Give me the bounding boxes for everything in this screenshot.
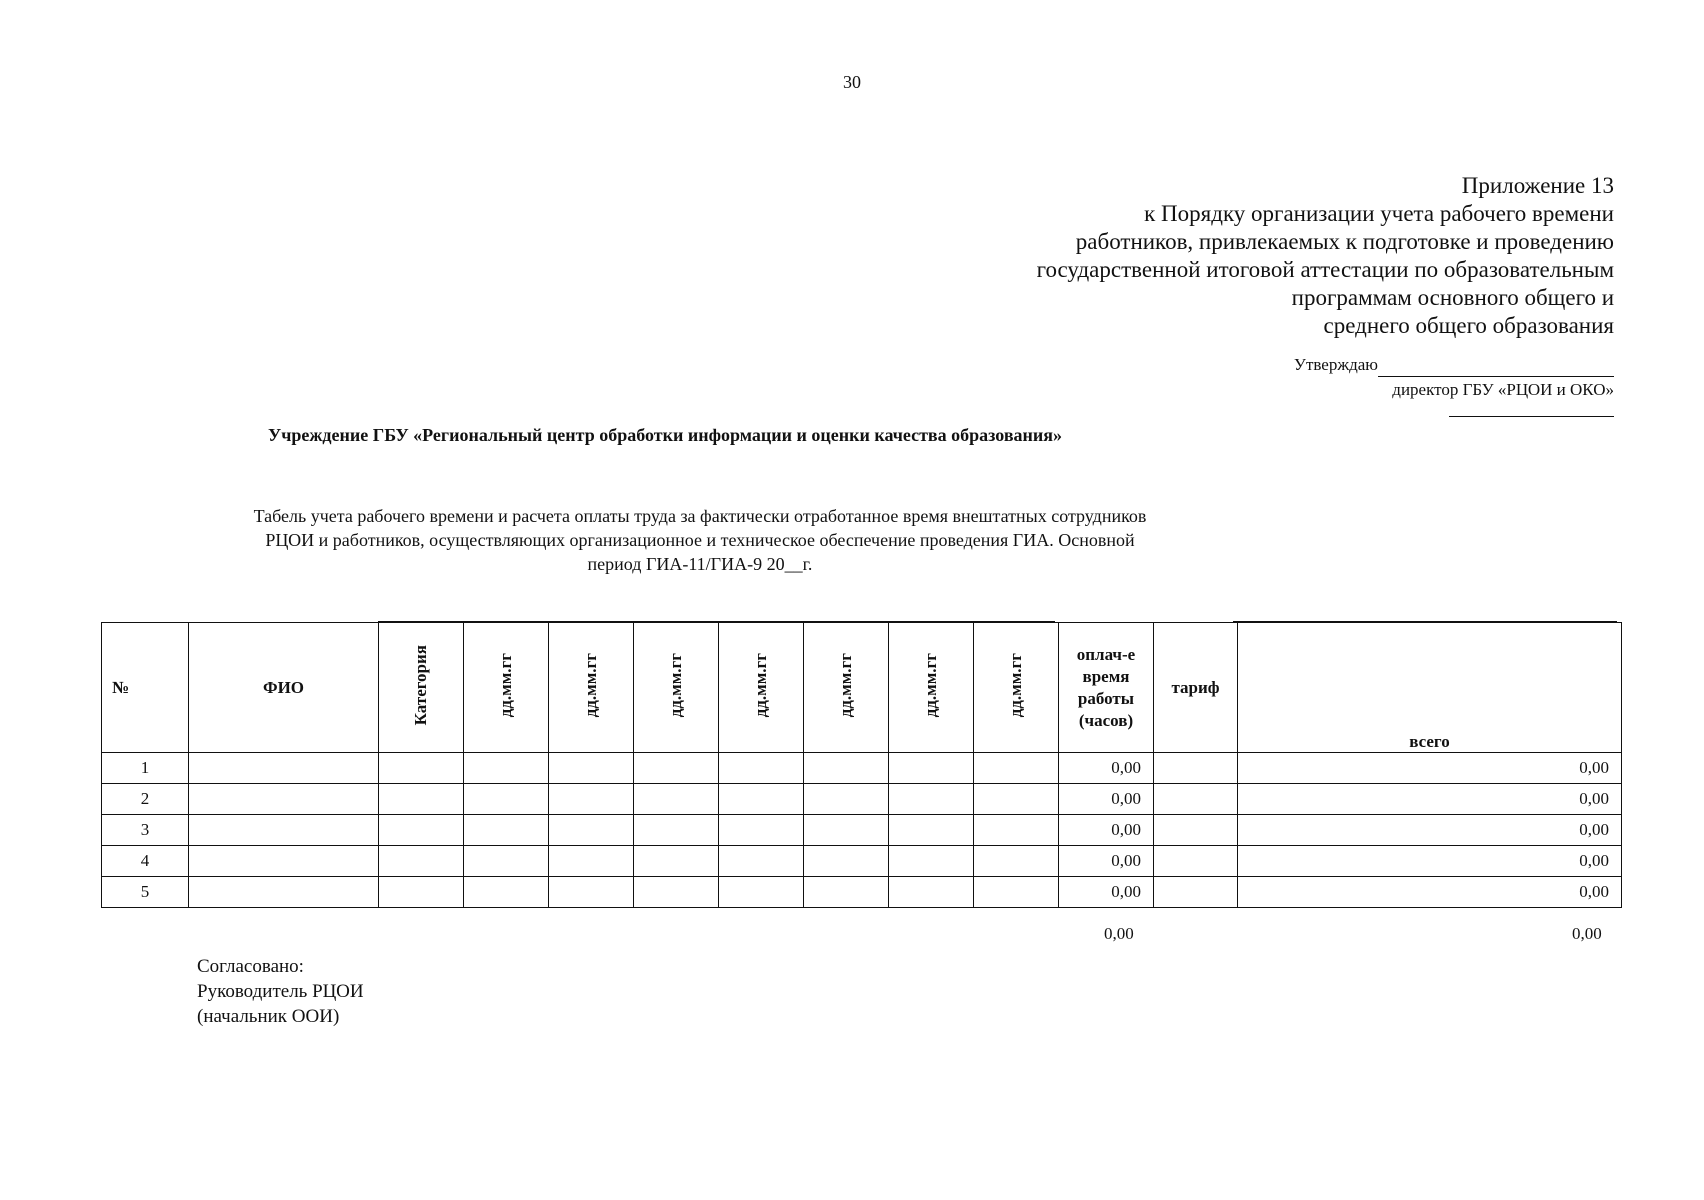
date-cell[interactable] [889, 784, 974, 815]
row-number: 5 [102, 877, 189, 908]
document-title [150, 504, 1250, 576]
header-paid-hours [1059, 623, 1154, 753]
fio-cell[interactable] [189, 753, 379, 784]
date-label: дд.мм.гг [751, 652, 770, 718]
date-cell[interactable] [549, 877, 634, 908]
table-row [102, 784, 1622, 815]
date-cell[interactable] [974, 753, 1059, 784]
date-cell[interactable] [549, 784, 634, 815]
table-header-row [102, 623, 1622, 753]
grand-total: 0,00 [1572, 924, 1602, 943]
total-cell: 0,00 [1238, 815, 1622, 846]
date-label: дд.мм.гг [666, 652, 685, 718]
date-cell[interactable] [634, 877, 719, 908]
appendix-line: работников, привлекаемых к подготовке и проведению [1075, 229, 1614, 254]
appendix-line: Приложение 13 [1461, 173, 1614, 198]
header-category [379, 623, 464, 753]
date-label: дд.мм.гг [496, 652, 515, 718]
title-line: период ГИА-11/ГИА-9 20__г. [587, 554, 813, 574]
date-cell[interactable] [719, 784, 804, 815]
table-row [102, 815, 1622, 846]
header-date [889, 623, 974, 753]
date-cell[interactable] [634, 846, 719, 877]
category-label: Категория [411, 644, 430, 726]
category-cell[interactable] [379, 846, 464, 877]
date-cell[interactable] [549, 753, 634, 784]
total-cell: 0,00 [1238, 846, 1622, 877]
date-cell[interactable] [464, 784, 549, 815]
date-cell[interactable] [974, 815, 1059, 846]
date-cell[interactable] [974, 877, 1059, 908]
category-cell[interactable] [379, 815, 464, 846]
row-number: 4 [102, 846, 189, 877]
date-cell[interactable] [464, 877, 549, 908]
header-date [974, 623, 1059, 753]
approval-block [1294, 352, 1614, 402]
appendix-header [814, 172, 1614, 340]
header-date [549, 623, 634, 753]
date-cell[interactable] [804, 815, 889, 846]
appendix-line: к Порядку организации учета рабочего времени [1144, 201, 1614, 226]
total-cell: 0,00 [1238, 753, 1622, 784]
date-cell[interactable] [804, 753, 889, 784]
date-label: дд.мм.гг [836, 652, 855, 718]
date-cell[interactable] [719, 815, 804, 846]
paid-label-line: оплач-е [1076, 644, 1136, 664]
paid-hours-cell: 0,00 [1059, 784, 1154, 815]
total-cell: 0,00 [1238, 877, 1622, 908]
table-row [102, 846, 1622, 877]
agreed-block [197, 954, 364, 1029]
date-cell[interactable] [889, 815, 974, 846]
date-cell[interactable] [634, 784, 719, 815]
date-cell[interactable] [719, 846, 804, 877]
paid-hours-cell: 0,00 [1059, 877, 1154, 908]
paid-label-line: (часов) [1078, 710, 1134, 730]
agreed-line: Согласовано: [197, 956, 304, 977]
title-line: РЦОИ и работников, осуществляющих организационное и техническое обеспечение проведения ГИА. Основной [265, 530, 1135, 550]
date-cell[interactable] [634, 753, 719, 784]
header-total: всего [1238, 623, 1622, 753]
title-line: Табель учета рабочего времени и расчета оплаты труда за фактически отработанное время внештатных сотрудников [253, 506, 1147, 526]
paid-hours-total: 0,00 [1104, 924, 1134, 943]
timesheet-table [101, 622, 1622, 908]
fio-cell[interactable] [189, 846, 379, 877]
row-number: 1 [102, 753, 189, 784]
date-label: дд.мм.гг [581, 652, 600, 718]
appendix-line: среднего общего образования [1323, 313, 1614, 338]
date-cell[interactable] [974, 846, 1059, 877]
total-cell: 0,00 [1238, 784, 1622, 815]
date-cell[interactable] [549, 846, 634, 877]
date-line [1449, 416, 1614, 417]
paid-hours-cell: 0,00 [1059, 815, 1154, 846]
category-cell[interactable] [379, 877, 464, 908]
tariff-cell[interactable] [1154, 753, 1238, 784]
tariff-cell[interactable] [1154, 815, 1238, 846]
paid-hours-cell: 0,00 [1059, 753, 1154, 784]
paid-label-line: работы [1077, 688, 1135, 708]
appendix-line: программам основного общего и [1291, 285, 1614, 310]
row-number: 3 [102, 815, 189, 846]
header-num: № [102, 623, 189, 753]
institution-name: Учреждение ГБУ «Региональный центр обработки информации и оценки качества образования» [268, 425, 1063, 445]
date-cell[interactable] [889, 877, 974, 908]
header-fio: ФИО [189, 623, 379, 753]
table-row [102, 877, 1622, 908]
page-number: 30 [843, 72, 861, 92]
date-cell[interactable] [974, 784, 1059, 815]
header-date [634, 623, 719, 753]
category-cell[interactable] [379, 753, 464, 784]
tariff-cell[interactable] [1154, 784, 1238, 815]
row-number: 2 [102, 784, 189, 815]
date-cell[interactable] [549, 815, 634, 846]
date-cell[interactable] [464, 846, 549, 877]
paid-label-line: время [1082, 666, 1130, 686]
date-cell[interactable] [464, 753, 549, 784]
date-cell[interactable] [719, 753, 804, 784]
date-label: дд.мм.гг [1006, 652, 1025, 718]
approval-position: директор ГБУ «РЦОИ и ОКО» [1392, 380, 1614, 399]
header-date [719, 623, 804, 753]
date-cell[interactable] [804, 784, 889, 815]
date-cell[interactable] [889, 846, 974, 877]
date-cell[interactable] [719, 877, 804, 908]
fio-cell[interactable] [189, 784, 379, 815]
header-tariff: тариф [1154, 623, 1238, 753]
header-date [804, 623, 889, 753]
date-cell[interactable] [464, 815, 549, 846]
fio-cell[interactable] [189, 815, 379, 846]
agreed-line: Руководитель РЦОИ [197, 981, 364, 1002]
date-label: дд.мм.гг [921, 652, 940, 718]
agreed-line: (начальник ООИ) [197, 1006, 340, 1027]
date-cell[interactable] [634, 815, 719, 846]
approval-label: Утверждаю [1293, 355, 1378, 374]
table-row [102, 753, 1622, 784]
tariff-cell[interactable] [1154, 877, 1238, 908]
appendix-line: государственной итоговой аттестации по образовательным [1036, 257, 1614, 282]
fio-cell[interactable] [189, 877, 379, 908]
tariff-cell[interactable] [1154, 846, 1238, 877]
paid-hours-cell: 0,00 [1059, 846, 1154, 877]
signature-line [1378, 358, 1614, 377]
header-date [464, 623, 549, 753]
category-cell[interactable] [379, 784, 464, 815]
date-cell[interactable] [804, 877, 889, 908]
date-cell[interactable] [804, 846, 889, 877]
date-cell[interactable] [889, 753, 974, 784]
